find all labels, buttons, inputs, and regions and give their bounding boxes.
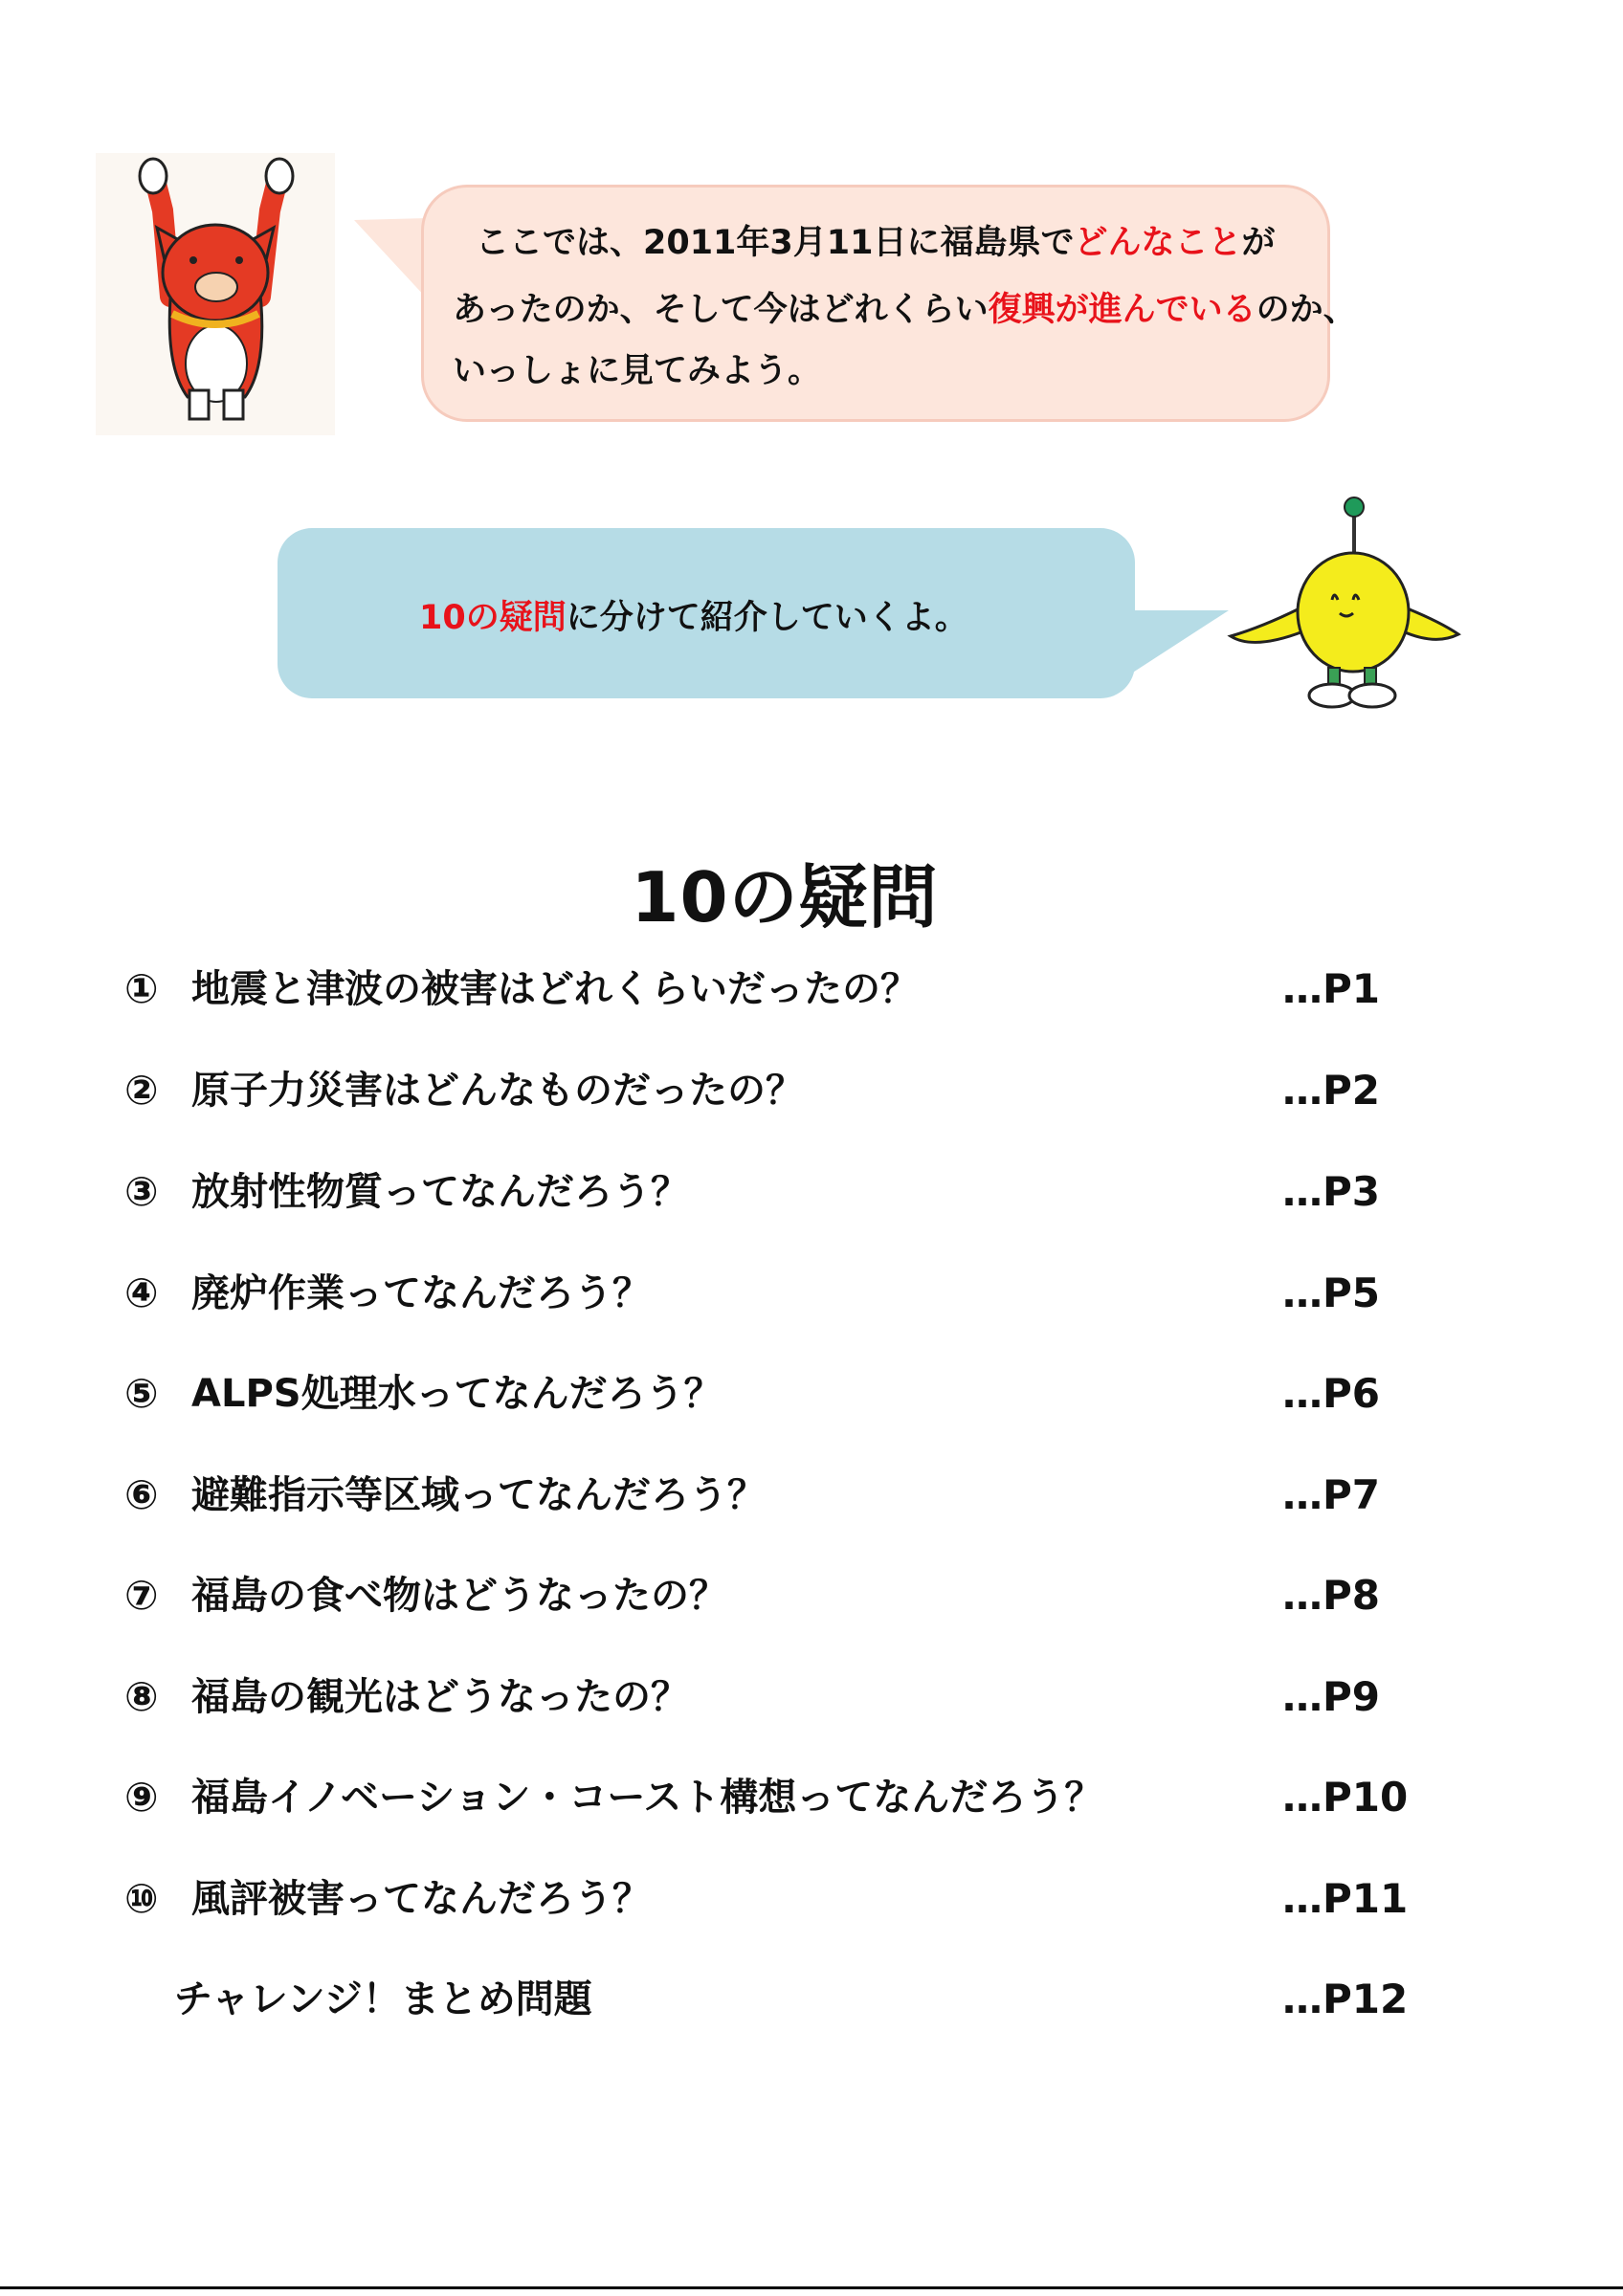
toc-question: ALPS処理水ってなんだろう？ (191, 1372, 723, 1416)
toc-row[interactable] (0, 1870, 1623, 1937)
toc-question: チャレンジ！まとめ問題 (174, 1977, 592, 2021)
toc-row[interactable] (0, 1163, 1623, 1230)
toc-page: …P2 (1282, 1067, 1381, 1114)
topics-speech-bubble (278, 528, 1135, 698)
toc-question: 風評被害ってなんだろう？ (191, 1877, 651, 1921)
intro-line-3: いっしょに見てみよう。 (453, 352, 822, 390)
toc-page: …P12 (1282, 1976, 1409, 2022)
toc-number: ② (124, 1067, 159, 1114)
toc-question: 原子力災害はどんなものだったの？ (191, 1069, 804, 1113)
toc-number: ⑩ (124, 1875, 159, 1922)
toc-number: ⑧ (124, 1673, 159, 1720)
toc-row-challenge[interactable] (0, 1971, 1623, 2038)
toc-page: …P10 (1282, 1774, 1409, 1821)
yellow-mascot-illustration (1225, 493, 1464, 718)
toc-page: …P9 (1282, 1673, 1381, 1720)
toc-row[interactable] (0, 1668, 1623, 1735)
toc-question: 避難指示等区域ってなんだろう？ (191, 1473, 766, 1517)
toc-number: ③ (124, 1168, 159, 1215)
topics-line: 10の疑問に分けて紹介していくよ。 (419, 599, 968, 637)
toc-question: 放射性物質ってなんだろう？ (191, 1170, 689, 1214)
toc-number: ⑤ (124, 1370, 159, 1417)
speech-bubble-tail (352, 216, 429, 302)
toc-page: …P1 (1282, 965, 1381, 1012)
toc-question: 福島イノベーション・コースト構想ってなんだろう？ (191, 1776, 1103, 1820)
intro-line-2: あったのか、そして今はどれくらい復興が進んでいるのか、 (453, 291, 1357, 329)
toc-question: 福島の観光はどうなったの？ (191, 1675, 689, 1719)
toc-question: 廃炉作業ってなんだろう？ (191, 1271, 651, 1315)
toc-page: …P3 (1282, 1168, 1381, 1215)
toc-row[interactable] (0, 1365, 1623, 1432)
toc-number: ① (124, 965, 159, 1012)
intro-speech-bubble (421, 185, 1357, 422)
toc-row[interactable] (0, 1265, 1623, 1332)
toc-row[interactable] (0, 1467, 1623, 1534)
toc-number: ⑨ (124, 1774, 159, 1821)
toc-question: 地震と津波の被害はどれくらいだったの？ (191, 967, 919, 1011)
toc-row[interactable] (0, 960, 1623, 1027)
toc-row[interactable] (0, 1567, 1623, 1634)
red-ox-mascot-illustration (96, 153, 335, 435)
toc-number: ④ (124, 1269, 159, 1316)
toc-row[interactable] (0, 1062, 1623, 1129)
speech-bubble-tail (1125, 605, 1231, 681)
toc-row[interactable] (0, 1769, 1623, 1836)
intro-line-1: ここでは、2011年3月11日に福島県でどんなことが (476, 224, 1276, 262)
section-heading: 10の疑問 (631, 857, 939, 938)
toc-page: …P11 (1282, 1875, 1409, 1922)
toc-page: …P7 (1282, 1471, 1381, 1518)
toc-number: ⑦ (124, 1572, 159, 1619)
toc-page: …P8 (1282, 1572, 1381, 1619)
toc-page: …P5 (1282, 1269, 1381, 1316)
toc-number: ⑥ (124, 1471, 159, 1518)
toc-question: 福島の食べ物はどうなったの？ (191, 1574, 727, 1618)
bottom-rule (0, 2286, 1623, 2289)
toc-page: …P6 (1282, 1370, 1381, 1417)
